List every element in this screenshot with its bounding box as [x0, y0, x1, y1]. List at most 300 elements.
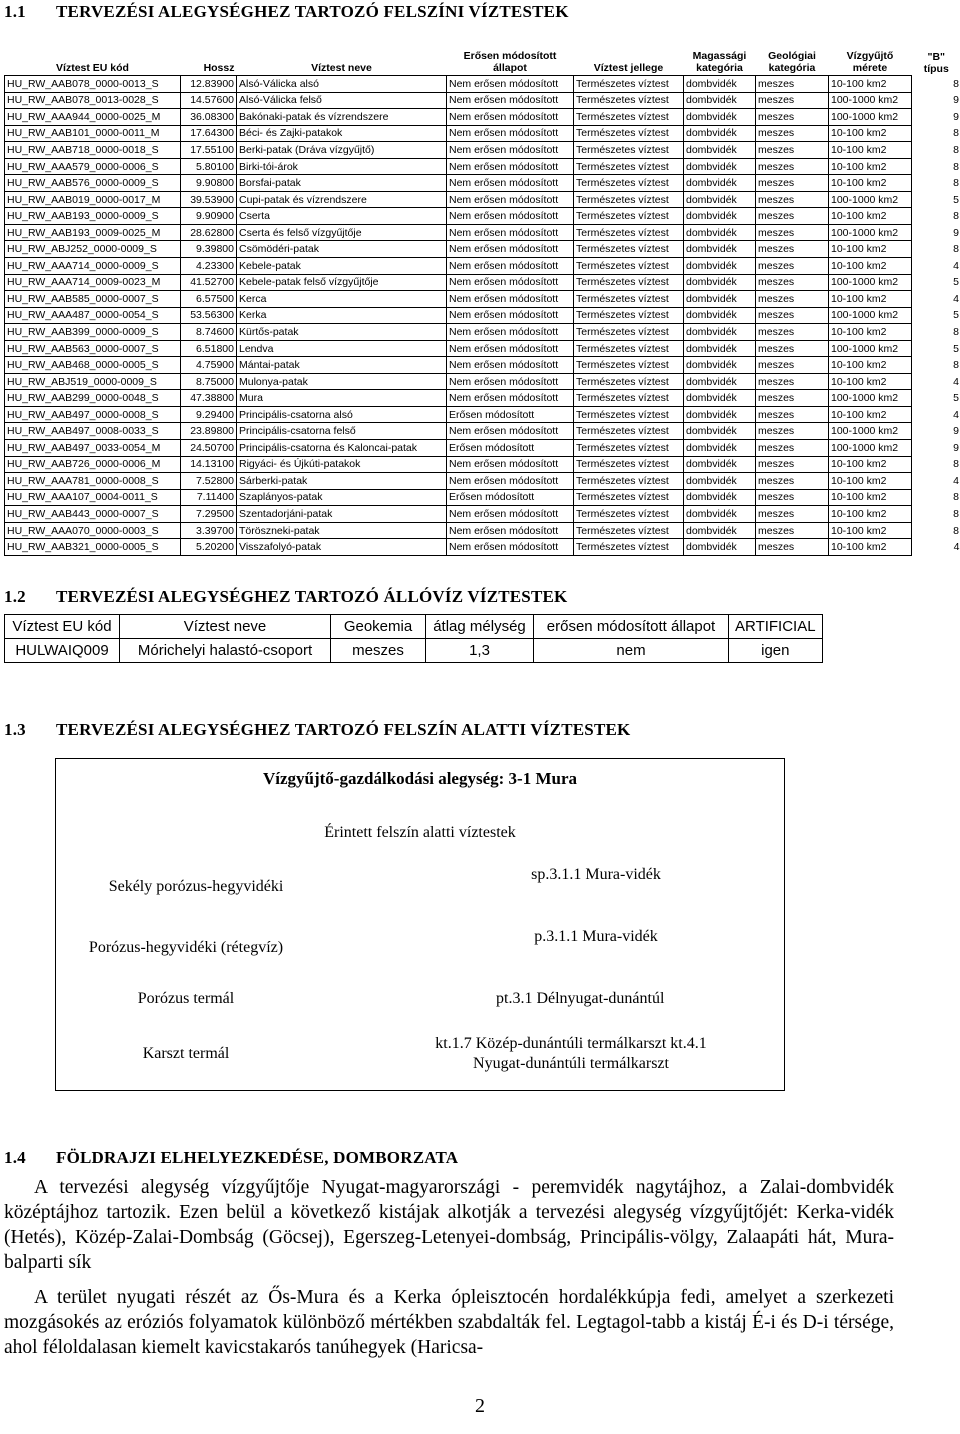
col-header-code: Víztest EU kód	[5, 615, 120, 639]
section-heading-1-3	[4, 720, 630, 740]
table-row	[5, 307, 960, 324]
cell-code: HU_RW_AAB078_0013-0028_S	[5, 92, 181, 109]
cell-altitude: dombvidék	[684, 357, 756, 374]
cell-character: Természetes víztest	[574, 142, 684, 159]
cell-length: 8.74600	[181, 324, 237, 341]
cell-name: Mórichelyi halastó-csoport	[120, 639, 331, 663]
gw-label: Karszt termál	[142, 1045, 230, 1062]
cell-geology: meszes	[756, 340, 829, 357]
table-row	[5, 241, 960, 258]
cell-catchment: 100-1000 km2	[829, 92, 912, 109]
cell-btype: 4	[953, 259, 959, 272]
table-header-row	[5, 615, 823, 639]
cell-btype: 5	[953, 392, 959, 405]
cell-modified: Nem erősen módosított	[447, 539, 574, 556]
section-heading-1-1	[4, 2, 569, 22]
table-row	[5, 158, 960, 175]
cell-character: Természetes víztest	[574, 274, 684, 291]
cell-geology: meszes	[756, 489, 829, 506]
cell-btype: 9	[953, 226, 959, 239]
cell-name: Kerka	[237, 307, 447, 324]
cell-name: Birki-tói-árok	[237, 158, 447, 175]
cell-btype: 4	[953, 541, 960, 554]
cell-geology: meszes	[756, 76, 829, 93]
cell-length: 7.11400	[181, 489, 237, 506]
standing-water-table	[4, 614, 823, 663]
cell-character: Természetes víztest	[574, 109, 684, 126]
cell-length: 4.75900	[181, 357, 237, 374]
cell-geology: meszes	[756, 456, 829, 473]
cell-modified: Erősen módosított	[447, 440, 574, 457]
cell-modified: Nem erősen módosított	[447, 142, 574, 159]
cell-altitude: dombvidék	[684, 208, 756, 225]
cell-name: Lendva	[237, 340, 447, 357]
cell-name: Kerca	[237, 291, 447, 308]
col-header-depth: átlag mélység	[426, 615, 534, 639]
cell-code: HU_RW_AAB497_0008-0033_S	[5, 423, 181, 440]
cell-modified: Nem erősen módosított	[447, 76, 574, 93]
cell-catchment: 100-1000 km2	[829, 440, 912, 457]
cell-code: HU_RW_AAA781_0000-0008_S	[5, 473, 181, 490]
cell-name: Principális-csatorna alsó	[237, 406, 447, 423]
cell-depth: 1,3	[426, 639, 534, 663]
cell-catchment: 10-100 km2	[829, 539, 912, 556]
cell-altitude: dombvidék	[684, 224, 756, 241]
cell-altitude: dombvidék	[684, 307, 756, 324]
cell-geology: meszes	[756, 357, 829, 374]
cell-geology: meszes	[756, 158, 829, 175]
cell-altitude: dombvidék	[684, 423, 756, 440]
gw-value: pt.3.1 Délnyugat-dunántúl	[496, 990, 665, 1007]
table-row	[5, 208, 960, 225]
cell-code: HU_RW_AAB101_0000-0011_M	[5, 125, 181, 142]
cell-name: Szaplányos-patak	[237, 489, 447, 506]
cell-length: 47.38800	[181, 390, 237, 407]
cell-catchment: 10-100 km2	[829, 291, 912, 308]
cell-btype: 8	[953, 77, 959, 90]
cell-name: Borsfai-patak	[237, 175, 447, 192]
cell-name: Principális-csatorna és Kaloncai-patak	[237, 440, 447, 457]
cell-modified: Nem erősen módosított	[447, 340, 574, 357]
cell-name: Bakónaki-patak és vízrendszere	[237, 109, 447, 126]
cell-catchment: 100-1000 km2	[829, 274, 912, 291]
cell-catchment: 100-1000 km2	[829, 191, 912, 208]
cell-code: HU_RW_ABJ519_0000-0009_S	[5, 373, 181, 390]
cell-altitude: dombvidék	[684, 539, 756, 556]
section-number: 1.3	[4, 720, 26, 739]
cell-btype: 8	[953, 177, 959, 190]
cell-character: Természetes víztest	[574, 406, 684, 423]
cell-catchment: 100-1000 km2	[829, 224, 912, 241]
cell-catchment: 10-100 km2	[829, 241, 912, 258]
cell-length: 53.56300	[181, 307, 237, 324]
cell-modified: Nem erősen módosított	[447, 291, 574, 308]
cell-altitude: dombvidék	[684, 522, 756, 539]
cell-length: 24.50700	[181, 440, 237, 457]
cell-geology: meszes	[756, 109, 829, 126]
cell-name: Mura	[237, 390, 447, 407]
cell-modified: Erősen módosított	[447, 489, 574, 506]
cell-modified: Nem erősen módosított	[447, 522, 574, 539]
cell-modified: Nem erősen módosított	[447, 473, 574, 490]
cell-altitude: dombvidék	[684, 76, 756, 93]
cell-modified: Nem erősen módosított	[447, 208, 574, 225]
cell-code: HULWAIQ009	[5, 639, 120, 663]
cell-length: 41.52700	[181, 274, 237, 291]
cell-length: 9.90800	[181, 175, 237, 192]
section-title: FÖLDRAJZI ELHELYEZKEDÉSE, DOMBORZATA	[56, 1148, 459, 1167]
cell-length: 36.08300	[181, 109, 237, 126]
table-row	[5, 456, 960, 473]
cell-length: 17.64300	[181, 125, 237, 142]
cell-btype: 5	[953, 276, 959, 289]
table-row	[5, 142, 960, 159]
table-row	[5, 175, 960, 192]
cell-catchment: 10-100 km2	[829, 158, 912, 175]
cell-modified: Nem erősen módosított	[447, 92, 574, 109]
cell-catchment: 10-100 km2	[829, 125, 912, 142]
table-row	[5, 440, 960, 457]
gw-value: kt.1.7 Közép-dunántúli termálkarszt kt.4.1 Nyugat-dunántúli termálkarszt	[435, 1035, 707, 1072]
cell-modified: Nem erősen módosított	[447, 158, 574, 175]
cell-length: 9.29400	[181, 406, 237, 423]
cell-character: Természetes víztest	[574, 92, 684, 109]
cell-character: Természetes víztest	[574, 357, 684, 374]
table-row	[5, 423, 960, 440]
cell-name: Alsó-Válicka alsó	[237, 76, 447, 93]
cell-length: 7.52800	[181, 473, 237, 490]
cell-length: 39.53900	[181, 191, 237, 208]
cell-modified: Nem erősen módosított	[447, 224, 574, 241]
table-row	[5, 324, 960, 341]
cell-catchment: 10-100 km2	[829, 473, 912, 490]
cell-code: HU_RW_AAB468_0000-0005_S	[5, 357, 181, 374]
cell-modified: Nem erősen módosított	[447, 191, 574, 208]
gw-value: sp.3.1.1 Mura-vidék	[531, 866, 661, 883]
cell-geology: meszes	[756, 390, 829, 407]
cell-geology: meszes	[756, 440, 829, 457]
cell-name: Rigyáci- és Újkúti-patakok	[237, 456, 447, 473]
cell-altitude: dombvidék	[684, 92, 756, 109]
cell-character: Természetes víztest	[574, 208, 684, 225]
cell-code: HU_RW_AAA107_0004-0011_S	[5, 489, 181, 506]
cell-altitude: dombvidék	[684, 340, 756, 357]
cell-altitude: dombvidék	[684, 324, 756, 341]
cell-artificial: igen	[729, 639, 823, 663]
cell-character: Természetes víztest	[574, 175, 684, 192]
table-row	[5, 76, 960, 93]
page-number: 2	[475, 1395, 485, 1417]
cell-geology: meszes	[756, 506, 829, 523]
cell-name: Mántai-patak	[237, 357, 447, 374]
cell-btype: 4	[953, 375, 959, 388]
cell-character: Természetes víztest	[574, 522, 684, 539]
cell-btype: 9	[953, 94, 959, 107]
cell-length: 7.29500	[181, 506, 237, 523]
cell-modified: Nem erősen módosított	[447, 241, 574, 258]
table-header-row	[5, 27, 960, 76]
cell-length: 3.39700	[181, 522, 237, 539]
section-number: 1.4	[4, 1148, 26, 1167]
cell-code: HU_RW_AAA944_0000-0025_M	[5, 109, 181, 126]
table-row	[5, 357, 960, 374]
cell-code: HU_RW_AAB726_0000-0006_M	[5, 456, 181, 473]
cell-code: HU_RW_AAB576_0000-0009_S	[5, 175, 181, 192]
cell-geology: meszes	[756, 473, 829, 490]
col-header-btype: "B" típus	[923, 50, 949, 75]
cell-geology: meszes	[756, 406, 829, 423]
cell-modified: Nem erősen módosított	[447, 373, 574, 390]
cell-catchment: 100-1000 km2	[829, 390, 912, 407]
cell-name: Mulonya-patak	[237, 373, 447, 390]
cell-btype: 5	[953, 193, 959, 206]
cell-altitude: dombvidék	[684, 158, 756, 175]
cell-character: Természetes víztest	[574, 373, 684, 390]
cell-altitude: dombvidék	[684, 109, 756, 126]
cell-length: 14.13100	[181, 456, 237, 473]
cell-character: Természetes víztest	[574, 158, 684, 175]
cell-character: Természetes víztest	[574, 390, 684, 407]
cell-length: 4.23300	[181, 258, 237, 275]
table-row	[5, 258, 960, 275]
cell-btype: 8	[953, 325, 959, 338]
gw-value: p.3.1.1 Mura-vidék	[534, 928, 658, 945]
table-row	[5, 406, 960, 423]
col-header-geochem: Geokemia	[331, 615, 426, 639]
cell-length: 23.89800	[181, 423, 237, 440]
cell-modified: nem	[534, 639, 729, 663]
table-row	[5, 639, 823, 663]
cell-character: Természetes víztest	[574, 489, 684, 506]
cell-name: Visszafolyó-patak	[237, 539, 447, 556]
cell-btype: 4	[953, 292, 959, 305]
cell-btype: 8	[953, 359, 959, 372]
cell-name: Béci- és Zajki-patakok	[237, 125, 447, 142]
cell-altitude: dombvidék	[684, 440, 756, 457]
table-row	[5, 522, 960, 539]
cell-character: Természetes víztest	[574, 473, 684, 490]
cell-name: Kürtős-patak	[237, 324, 447, 341]
cell-catchment: 100-1000 km2	[829, 307, 912, 324]
cell-altitude: dombvidék	[684, 175, 756, 192]
cell-geology: meszes	[756, 258, 829, 275]
cell-code: HU_RW_AAA714_0009-0023_M	[5, 274, 181, 291]
table-row	[5, 539, 960, 556]
cell-catchment: 10-100 km2	[829, 357, 912, 374]
cell-geology: meszes	[756, 191, 829, 208]
cell-catchment: 100-1000 km2	[829, 109, 912, 126]
cell-length: 28.62800	[181, 224, 237, 241]
cell-character: Természetes víztest	[574, 258, 684, 275]
cell-character: Természetes víztest	[574, 76, 684, 93]
cell-btype: 8	[953, 458, 959, 471]
col-header-artificial: ARTIFICIAL	[729, 615, 823, 639]
cell-btype: 8	[953, 143, 959, 156]
cell-geology: meszes	[756, 373, 829, 390]
cell-btype: 9	[953, 441, 959, 454]
table-row	[5, 92, 960, 109]
cell-modified: Nem erősen módosított	[447, 324, 574, 341]
cell-btype: 8	[953, 160, 959, 173]
table-row	[5, 373, 960, 390]
cell-btype: 8	[953, 243, 959, 256]
cell-altitude: dombvidék	[684, 142, 756, 159]
cell-code: HU_RW_AAB443_0000-0007_S	[5, 506, 181, 523]
cell-character: Természetes víztest	[574, 291, 684, 308]
cell-character: Természetes víztest	[574, 539, 684, 556]
cell-catchment: 10-100 km2	[829, 258, 912, 275]
cell-name: Cupi-patak és vízrendszere	[237, 191, 447, 208]
cell-length: 6.51800	[181, 340, 237, 357]
cell-character: Természetes víztest	[574, 324, 684, 341]
cell-geology: meszes	[756, 307, 829, 324]
cell-code: HU_RW_AAB193_0009-0025_M	[5, 224, 181, 241]
section-title: TERVEZÉSI ALEGYSÉGHEZ TARTOZÓ FELSZÍN ALATTI VÍZTESTEK	[56, 720, 631, 739]
gw-label: Porózus termál	[137, 990, 235, 1007]
cell-btype: 5	[953, 342, 959, 355]
cell-code: HU_RW_AAB585_0000-0007_S	[5, 291, 181, 308]
cell-geology: meszes	[756, 92, 829, 109]
cell-character: Természetes víztest	[574, 224, 684, 241]
cell-catchment: 10-100 km2	[829, 506, 912, 523]
col-header-geology: Geológiai kategória	[768, 50, 816, 74]
col-header-altitude: Magassági kategória	[692, 50, 747, 74]
section-heading-1-2	[4, 587, 567, 607]
col-header-name: Víztest neve	[311, 62, 372, 74]
cell-altitude: dombvidék	[684, 241, 756, 258]
table-row	[5, 473, 960, 490]
section-heading-1-4	[4, 1148, 458, 1168]
cell-geology: meszes	[756, 142, 829, 159]
cell-modified: Nem erősen módosított	[447, 258, 574, 275]
cell-character: Természetes víztest	[574, 241, 684, 258]
cell-character: Természetes víztest	[574, 307, 684, 324]
cell-length: 5.20200	[181, 539, 237, 556]
cell-name: Principális-csatorna felső	[237, 423, 447, 440]
cell-altitude: dombvidék	[684, 274, 756, 291]
table-row	[5, 274, 960, 291]
cell-altitude: dombvidék	[684, 456, 756, 473]
cell-catchment: 10-100 km2	[829, 489, 912, 506]
cell-length: 17.55100	[181, 142, 237, 159]
cell-geology: meszes	[756, 539, 829, 556]
col-header-length: Hossz	[203, 62, 235, 74]
cell-modified: Nem erősen módosított	[447, 175, 574, 192]
cell-code: HU_RW_AAB193_0000-0009_S	[5, 208, 181, 225]
cell-altitude: dombvidék	[684, 473, 756, 490]
cell-geology: meszes	[756, 125, 829, 142]
table-row	[5, 125, 960, 142]
cell-btype: 4	[953, 408, 959, 421]
cell-code: HU_RW_AAB563_0000-0007_S	[5, 340, 181, 357]
col-header-code: Víztest EU kód	[56, 62, 129, 74]
cell-name: Cserta	[237, 208, 447, 225]
cell-geology: meszes	[756, 423, 829, 440]
section-title: TERVEZÉSI ALEGYSÉGHEZ TARTOZÓ ÁLLÓVÍZ VÍZTESTEK	[56, 587, 568, 606]
cell-length: 9.39800	[181, 241, 237, 258]
cell-length: 6.57500	[181, 291, 237, 308]
table-row	[5, 109, 960, 126]
cell-altitude: dombvidék	[684, 489, 756, 506]
cell-code: HU_RW_AAA487_0000-0054_S	[5, 307, 181, 324]
paragraph-geography: A tervezési alegység vízgyűjtője Nyugat-magyarországi - peremvidék nagytájhoz, a Zalai-dombvidék középtájhoz tartozik. Ezen belül a következő kistájak alkotják a tervezési alegység vízgyűjtőjét: Kerka-vidék (Hetés), Közép-Zalai-Dombság (Göcsej), Egerszeg-Letenyei-dombság, Principális-völgy, Zalaapáti hát, Mura-balparti sík	[4, 1177, 894, 1273]
cell-name: Berki-patak (Dráva vízgyűjtő)	[237, 142, 447, 159]
cell-code: HU_RW_AAA070_0000-0003_S	[5, 522, 181, 539]
cell-length: 8.75000	[181, 373, 237, 390]
cell-catchment: 10-100 km2	[829, 522, 912, 539]
cell-geology: meszes	[756, 175, 829, 192]
section-title: TERVEZÉSI ALEGYSÉGHEZ TARTOZÓ FELSZÍNI VÍZTESTEK	[56, 2, 569, 21]
cell-altitude: dombvidék	[684, 291, 756, 308]
cell-btype: 9	[953, 425, 959, 438]
table-body	[5, 76, 960, 556]
cell-modified: Nem erősen módosított	[447, 357, 574, 374]
surface-water-table	[4, 27, 960, 556]
cell-geology: meszes	[756, 522, 829, 539]
col-header-modified: Erősen módosított állapot	[463, 50, 557, 74]
cell-btype: 4	[953, 474, 959, 487]
cell-name: Töröszneki-patak	[237, 522, 447, 539]
cell-name: Alsó-Válicka felső	[237, 92, 447, 109]
cell-code: HU_RW_AAA579_0000-0006_S	[5, 158, 181, 175]
table-row	[5, 191, 960, 208]
gw-label: Porózus-hegyvidéki (rétegvíz)	[88, 939, 284, 956]
cell-code: HU_RW_AAA714_0000-0009_S	[5, 258, 181, 275]
cell-geology: meszes	[756, 208, 829, 225]
cell-catchment: 10-100 km2	[829, 324, 912, 341]
table-row	[5, 291, 960, 308]
cell-character: Természetes víztest	[574, 423, 684, 440]
cell-altitude: dombvidék	[684, 258, 756, 275]
cell-altitude: dombvidék	[684, 125, 756, 142]
cell-modified: Nem erősen módosított	[447, 456, 574, 473]
cell-altitude: dombvidék	[684, 406, 756, 423]
cell-catchment: 10-100 km2	[829, 142, 912, 159]
cell-catchment: 100-1000 km2	[829, 340, 912, 357]
table-row	[5, 489, 960, 506]
col-header-name: Víztest neve	[120, 615, 331, 639]
cell-geology: meszes	[756, 291, 829, 308]
cell-geology: meszes	[756, 324, 829, 341]
cell-geology: meszes	[756, 224, 829, 241]
cell-catchment: 10-100 km2	[829, 373, 912, 390]
table-row	[5, 224, 960, 241]
cell-name: Csömödéri-patak	[237, 241, 447, 258]
cell-modified: Nem erősen módosított	[447, 307, 574, 324]
cell-btype: 8	[953, 491, 959, 504]
cell-catchment: 10-100 km2	[829, 208, 912, 225]
cell-name: Kebele-patak	[237, 258, 447, 275]
cell-btype: 8	[953, 127, 959, 140]
cell-code: HU_RW_AAB321_0000-0005_S	[5, 539, 181, 556]
cell-btype: 8	[953, 507, 959, 520]
cell-catchment: 10-100 km2	[829, 175, 912, 192]
cell-name: Cserta és felső vízgyűjtője	[237, 224, 447, 241]
gw-label: Sekély porózus-hegyvidéki	[108, 878, 284, 895]
cell-code: HU_RW_AAB497_0000-0008_S	[5, 406, 181, 423]
cell-modified: Erősen módosított	[447, 406, 574, 423]
cell-character: Természetes víztest	[574, 440, 684, 457]
cell-character: Természetes víztest	[574, 456, 684, 473]
section-number: 1.1	[4, 2, 26, 21]
cell-catchment: 10-100 km2	[829, 406, 912, 423]
cell-modified: Nem erősen módosított	[447, 125, 574, 142]
cell-altitude: dombvidék	[684, 506, 756, 523]
cell-character: Természetes víztest	[574, 125, 684, 142]
cell-altitude: dombvidék	[684, 390, 756, 407]
cell-code: HU_RW_AAB497_0033-0054_M	[5, 440, 181, 457]
cell-character: Természetes víztest	[574, 340, 684, 357]
